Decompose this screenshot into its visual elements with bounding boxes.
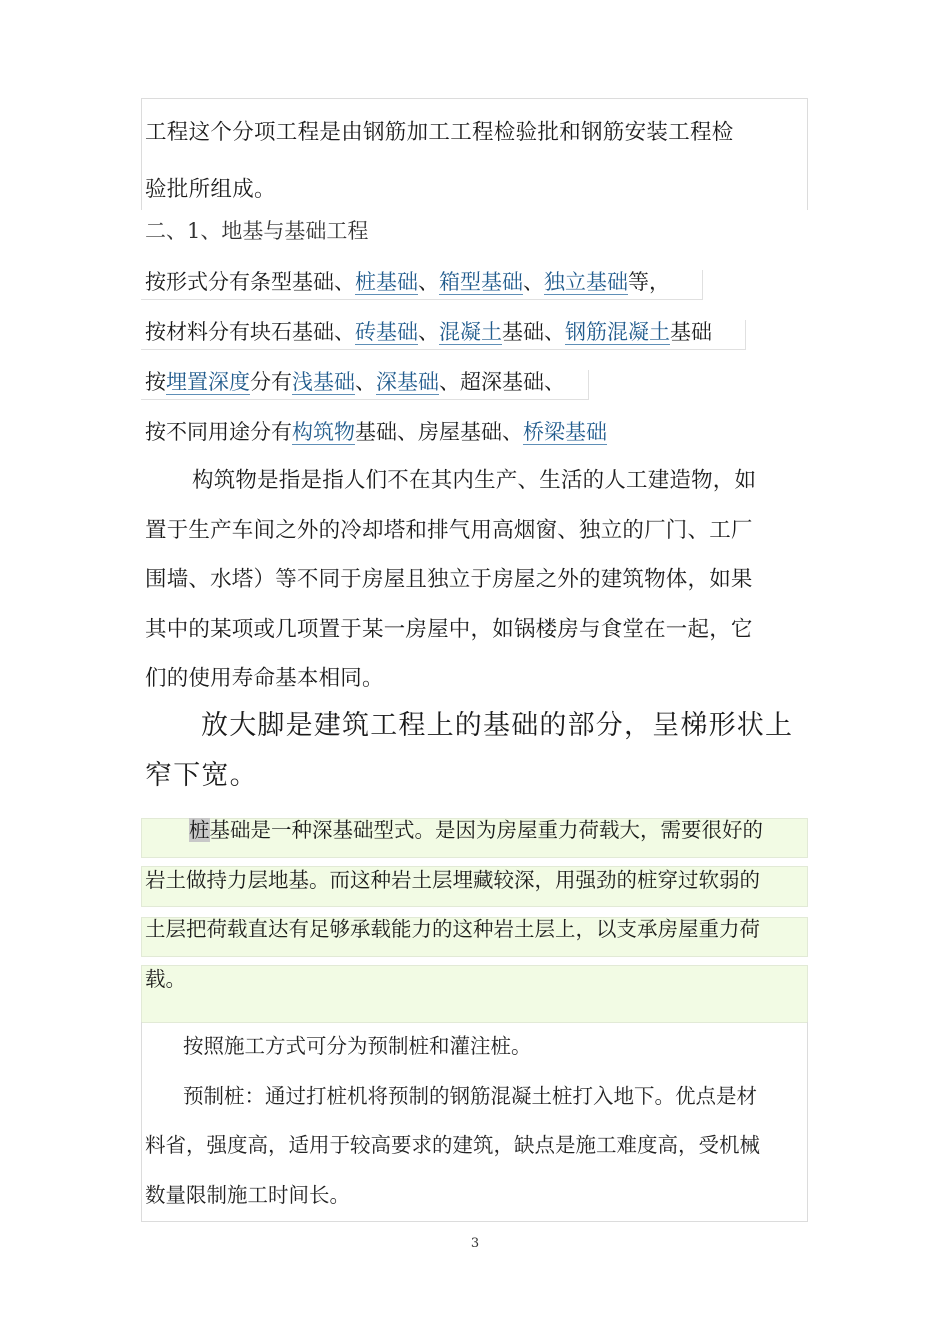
link-concrete[interactable]: 混凝土	[439, 320, 502, 344]
construction-line-4: 数量限制施工时间长。	[145, 1182, 350, 1207]
structure-paragraph	[145, 456, 813, 704]
structure-line-2: 置于生产车间之外的冷却塔和排气用高烟窗、独立的厂门、工厂	[145, 517, 753, 543]
construction-line-1: 按照施工方式可分为预制桩和灌注桩。	[183, 1034, 532, 1058]
pile-line-1	[145, 806, 813, 856]
page-number: 3	[470, 1236, 480, 1251]
classification-material	[145, 317, 712, 347]
depth-row-rule	[141, 399, 589, 400]
link-embedment-depth[interactable]: 埋置深度	[166, 370, 250, 394]
classification-form	[145, 267, 670, 297]
depth-prefix: 按	[145, 370, 166, 394]
footing-paragraph	[145, 701, 813, 801]
footing-line-1: 放大脚是建筑工程上的基础的部分，呈梯形状上	[201, 710, 794, 741]
form-prefix: 按形式分有条型基础、	[145, 270, 355, 294]
pile-line-1-rest: 基础是一种深基础型式。是因为房屋重力荷载大，需要很好的	[209, 818, 763, 842]
form-sep-1: 、	[418, 270, 439, 294]
material-sep-1: 、	[418, 320, 439, 344]
structure-line-5: 们的使用寿命基本相同。	[145, 666, 384, 692]
section-heading: 二、1、地基与基础工程	[145, 219, 369, 243]
form-row-rule	[141, 299, 703, 300]
depth-sep: 、	[355, 370, 376, 394]
link-shallow-foundation[interactable]: 浅基础	[292, 370, 355, 394]
material-row-rule	[141, 349, 746, 350]
depth-suffix: 、超深基础、	[439, 370, 565, 394]
usage-prefix: 按不同用途分有	[145, 420, 292, 444]
pile-line-3: 土层把荷载直达有足够承载能力的这种岩土层上，以支承房屋重力荷	[145, 917, 760, 941]
depth-row-edge	[588, 370, 589, 400]
form-row-edge	[702, 270, 703, 300]
link-deep-foundation[interactable]: 深基础	[376, 370, 439, 394]
intro-line-1: 工程这个分项工程是由钢筋加工工程检验批和钢筋安装工程检	[145, 120, 734, 145]
construction-line-2: 预制桩：通过打桩机将预制的钢筋混凝土桩打入地下。优点是材	[183, 1083, 757, 1108]
link-reinforced-concrete[interactable]: 钢筋混凝土	[565, 320, 670, 344]
usage-mid: 基础、房屋基础、	[355, 420, 523, 444]
link-brick-foundation[interactable]: 砖基础	[355, 320, 418, 344]
intro-line-2: 验批所组成。	[145, 177, 276, 202]
classification-usage	[145, 417, 607, 447]
material-suffix: 基础	[670, 320, 712, 344]
link-isolated-foundation[interactable]: 独立基础	[544, 270, 628, 294]
depth-mid: 分有	[250, 370, 292, 394]
construction-paragraph	[145, 1022, 817, 1220]
structure-line-3: 围墙、水塔）等不同于房屋且独立于房屋之外的建筑物体，如果	[145, 567, 753, 593]
link-structure[interactable]: 构筑物	[292, 420, 355, 444]
selected-char[interactable]: 桩	[189, 818, 210, 842]
link-pile-foundation[interactable]: 桩基础	[355, 270, 418, 294]
form-suffix: 等，	[628, 270, 670, 294]
footing-line-2: 窄下宽。	[145, 760, 258, 791]
pile-paragraph	[145, 806, 813, 1004]
structure-line-1: 构筑物是指是指人们不在其内生产、生活的人工建造物，如	[192, 468, 757, 493]
material-row-edge	[745, 320, 746, 350]
structure-line-4: 其中的某项或几项置于某一房屋中，如锅楼房与食堂在一起，它	[145, 616, 753, 642]
pile-line-4: 载。	[145, 966, 186, 991]
construction-line-3: 料省，强度高，适用于较高要求的建筑，缺点是施工难度高，受机械	[145, 1133, 760, 1157]
link-box-foundation[interactable]: 箱型基础	[439, 270, 523, 294]
classification-depth	[145, 367, 565, 397]
form-sep-2: 、	[523, 270, 544, 294]
link-bridge-foundation[interactable]: 桥梁基础	[523, 420, 607, 444]
material-prefix: 按材料分有块石基础、	[145, 320, 355, 344]
pile-line-2: 岩土做持力层地基。而这种岩土层埋藏较深，用强劲的桩穿过软弱的	[145, 867, 760, 892]
material-mid: 基础、	[502, 320, 565, 344]
